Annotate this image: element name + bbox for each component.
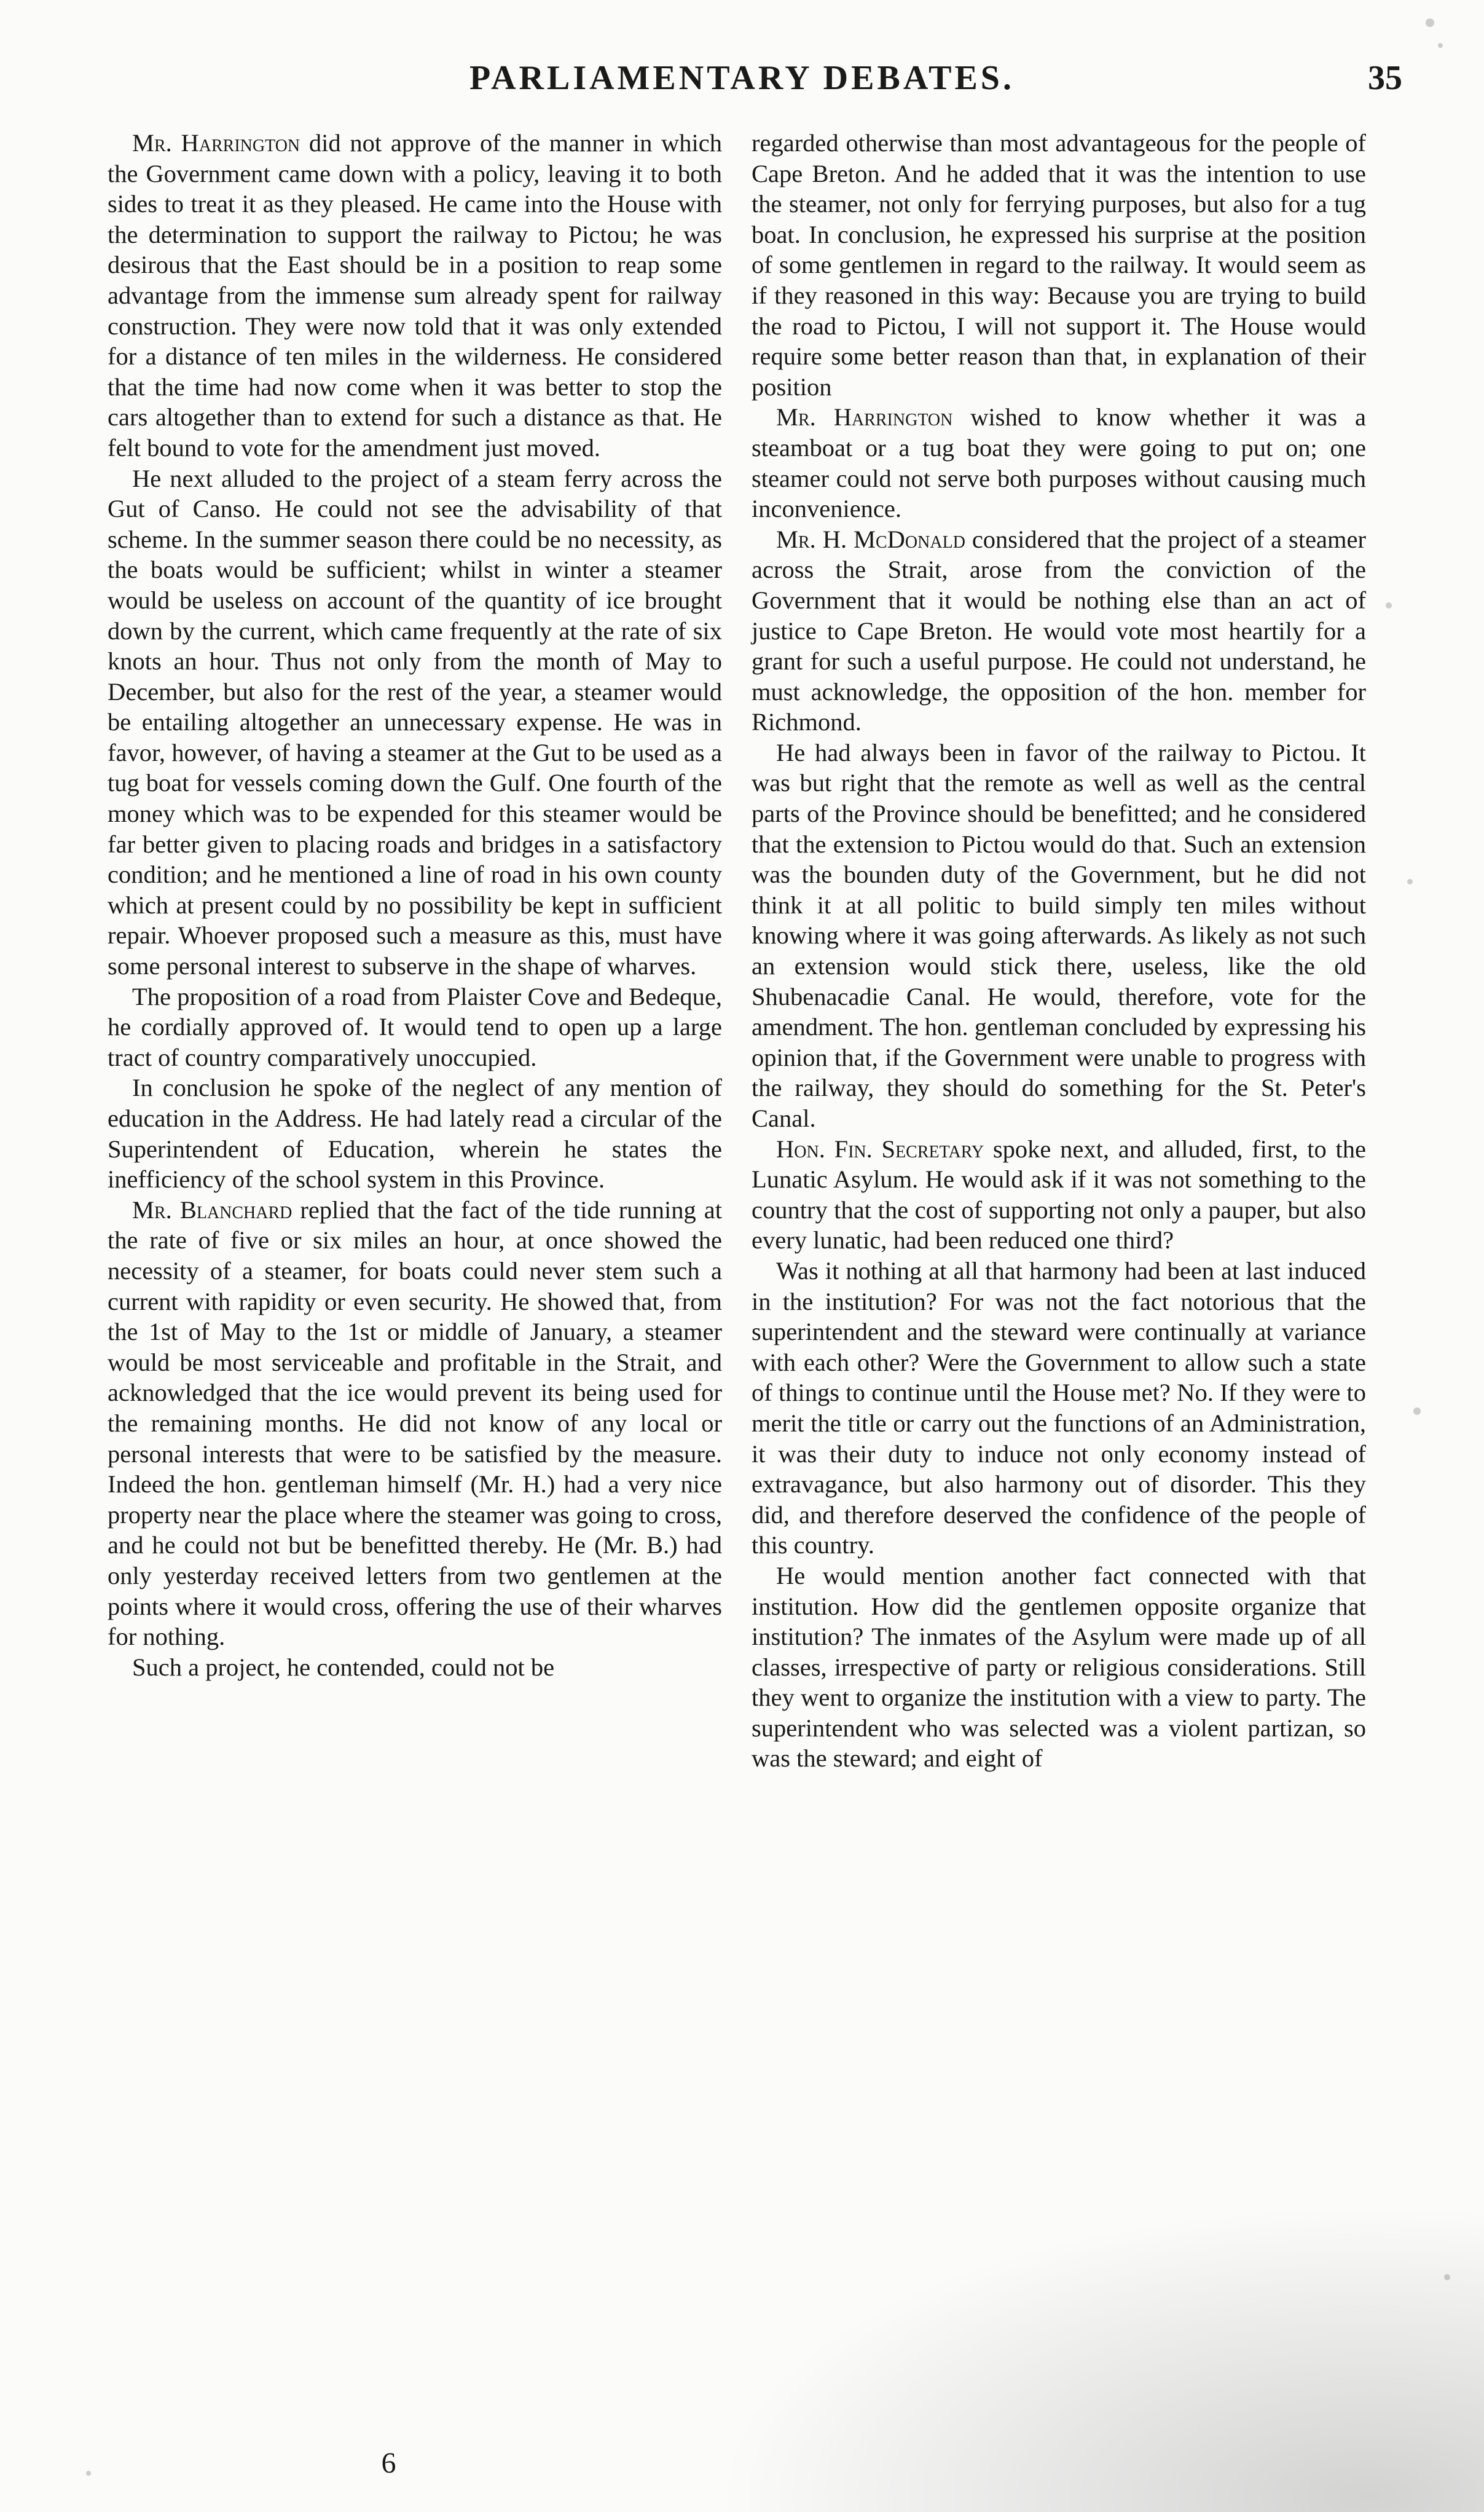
ink-speck — [1386, 602, 1392, 608]
page-header — [0, 58, 1484, 108]
paragraph — [752, 524, 1366, 738]
paragraph — [752, 402, 1366, 524]
speaker-name: Mr. Blanchard — [132, 1195, 292, 1224]
paragraph-text: Such a project, he contended, could not be — [132, 1653, 555, 1681]
ink-speck — [1438, 43, 1443, 48]
paragraph-text: He had always been in favor of the railway to Pictou. It was but right that the remote as well as well as the central parts of the Province should be benefitted; and he considered that the extension to Pictou would do that. Such an extension was the bounden duty of the Government, but he did not think it at all politic to build simply ten miles without knowing where it was going afterwards. As likely as not such an extension would stick there, useless, like the old Shubenacadie Canal. He would, therefore, vote for the amendment. The hon. gentleman concluded by expressing his opinion that, if the Government were unable to progress with the railway, they should do something for the St. Peter's Canal. — [752, 738, 1366, 1132]
speaker-name: Hon. Fin. Secretary — [776, 1135, 984, 1163]
paragraph-text: did not approve of the manner in which the Government came down with a policy, leaving it to both sides to treat it as they pleased. He came into the House with the determination to support the railway to Pictou; he was desirous that the East should be in a position to reap some advantage from the immense sum already spent for railway construction. They were now told that it was only extended for a distance of ten miles in the wilderness. He considered that the time had now come when it was better to stop the cars altogether than to extend for such a distance as that. He felt bound to vote for the amendment just moved. — [108, 129, 723, 462]
paragraph-text: The proposition of a road from Plaister Cove and Bedeque, he cordially approved of. It would tend to open up a large tract of country comparatively unoccupied. — [108, 982, 722, 1071]
paragraph — [108, 128, 722, 463]
page-title: PARLIAMENTARY DEBATES. — [469, 59, 1015, 97]
paragraph — [108, 1652, 722, 1683]
paragraph — [752, 1134, 1366, 1256]
ink-speck — [1444, 2274, 1450, 2280]
ink-speck — [1426, 18, 1434, 27]
ink-speck — [1407, 879, 1413, 884]
paragraph-text: He would mention another fact connected with that institution. How did the gentlemen opposite organize that institution? The inmates of the Asylum were made up of all classes, irrespective of party or religious considerations. Still they went to organize the institution with a view to party. The superintendent who was selected was a violent partizan, so was the steward; and eight of — [752, 1561, 1366, 1773]
paragraph — [108, 1073, 722, 1194]
paragraph-text: wished to know whether it was a steamboat or a tug boat they were going to put on; one steamer could not serve both purposes without causing much inconvenience. — [752, 403, 1367, 523]
ink-speck — [86, 2471, 91, 2476]
paragraph — [108, 1195, 722, 1652]
paragraph — [752, 738, 1366, 1134]
paragraph-text: considered that the project of a steamer across the Strait, arose from the conviction of the Government that it would be nothing else than an act of justice to Cape Breton. He would vote most heartily for a grant for such a useful purpose. He could not understand, he must acknowledge, the opposition of the hon. member for Richmond. — [752, 525, 1366, 736]
paragraph-text: He next alluded to the project of a steam ferry across the Gut of Canso. He could not see the advisability of that scheme. In the summer season there could be no necessity, as the boats would be sufficient; whilst in winter a steamer would be useless on account of the quantity of ice brought down by the current, which came frequently at the rate of six knots an hour. Thus not only from the month of May to December, but also for the rest of the year, a steamer would be entailing altogether an unnecessary expense. He was in favor, however, of having a steamer at the Gut to be used as a tug boat for vessels coming down the Gulf. One fourth of the money which was to be expended for this steamer would be far better given to placing roads and bridges in a satisfactory condition; and he mentioned a line of road in his own county which at present could by no possibility be kept in sufficient repair. Whoever proposed such a measure as this, must have some personal interest to subserve in the shape of wharves. — [108, 464, 722, 980]
left-column — [108, 128, 722, 1682]
ink-speck — [1413, 1408, 1421, 1415]
signature-mark: 6 — [381, 2447, 396, 2479]
paragraph-text: Was it nothing at all that harmony had been at last induced in the institution? For was not the fact notorious that the superintendent and the steward were continually at variance with each other? Were the Government to allow such a state of things to continue until the House met? No. If they were to merit the title or carry out the functions of an Administration, it was their duty to induce not only economy instead of extravagance, but also harmony out of disorder. This they did, and therefore deserved the confidence of the people of this country. — [752, 1256, 1366, 1559]
paragraph — [752, 128, 1366, 402]
paragraph — [108, 982, 722, 1073]
paragraph — [108, 463, 722, 982]
paragraph-text: spoke next, and alluded, first, to the Lunatic Asylum. He would ask if it was not something to the country that the cost of supporting not only a pauper, but also every lunatic, had been reduced one third? — [752, 1135, 1366, 1254]
page-number: 35 — [1368, 59, 1402, 97]
right-column — [752, 128, 1366, 1774]
paragraph — [752, 1561, 1366, 1774]
paragraph-text: replied that the fact of the tide running at the rate of five or six miles an hour, at once showed the necessity of a steamer, for boats could never stem such a current with rapidity or even security. He showed that, from the 1st of May to the 1st or middle of January, a steamer would be most serviceable and profitable in the Strait, and acknowledged that the ice would prevent its being used for the remaining months. He did not know of any local or personal interests that were to be satisfied by the measure. Indeed the hon. gentleman himself (Mr. H.) had a very nice property near the place where the steamer was going to cross, and he could not but be benefitted thereby. He (Mr. B.) had only yesterday received letters from two gentlemen at the points where it would cross, offering the use of their wharves for nothing. — [108, 1195, 722, 1651]
speaker-name: Mr. Harrington — [132, 129, 300, 157]
speaker-name: Mr. Harrington — [776, 403, 953, 431]
paragraph-text: In conclusion he spoke of the neglect of any mention of education in the Address. He had lately read a circular of the Superintendent of Education, wherein he states the inefficiency of the school system in this Province. — [108, 1074, 722, 1194]
paragraph — [752, 1256, 1366, 1561]
speaker-name: Mr. H. McDonald — [776, 525, 965, 553]
paragraph-text: regarded otherwise than most advantageous for the people of Cape Breton. And he added that it was the intention to use the steamer, not only for ferrying purposes, but also for a tug boat. In conclusion, he expressed his surprise at the position of some gentlemen in regard to the railway. It would seem as if they reasoned in this way: Because you are trying to build the road to Pictou, I will not support it. The House would require some better reason than that, in explanation of their position — [752, 129, 1366, 401]
